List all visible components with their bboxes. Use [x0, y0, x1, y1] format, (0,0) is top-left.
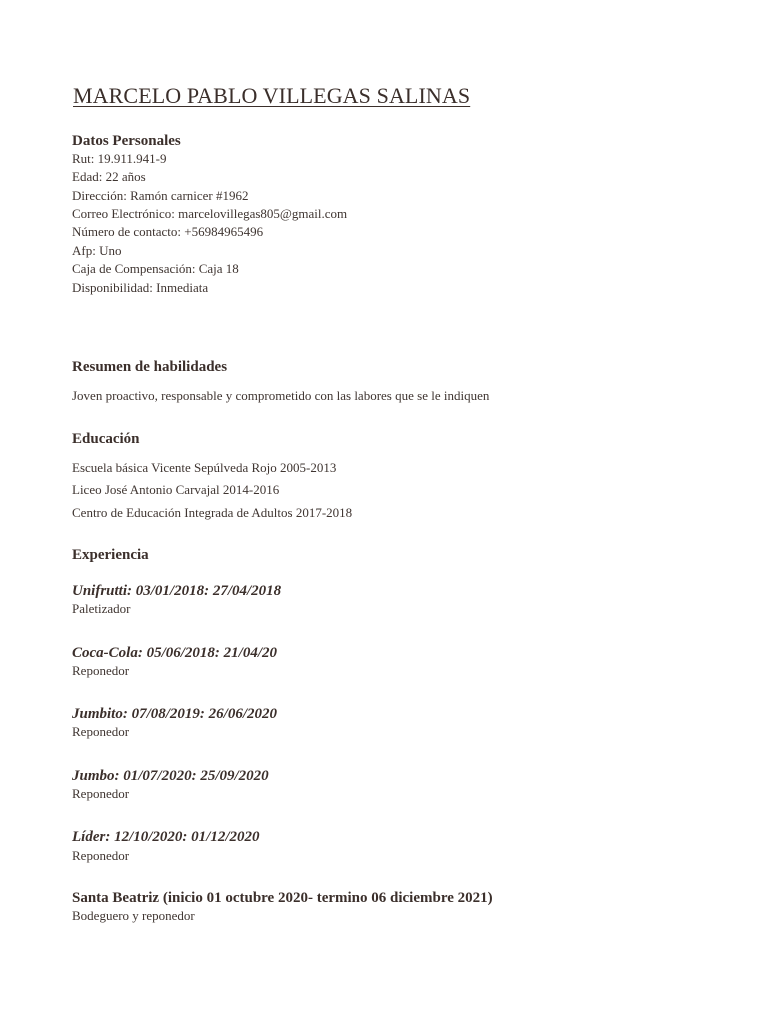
personal-data-heading: Datos Personales: [72, 133, 181, 149]
job-role: Reponedor: [72, 786, 130, 801]
skills-summary: Joven proactivo, responsable y comprometido con las labores que se le indiquen: [72, 388, 490, 403]
job-role: Paletizador: [72, 601, 131, 616]
job-role: Reponedor: [72, 848, 130, 863]
job-role: Reponedor: [72, 724, 130, 739]
education-item: Liceo José Antonio Carvajal 2014-2016: [72, 482, 280, 497]
job-title: Coca-Cola: 05/06/2018: 21/04/20: [72, 645, 277, 661]
job-title: Jumbo: 01/07/2020: 25/09/2020: [72, 768, 269, 784]
job-role: Reponedor: [72, 663, 130, 678]
education-item: Centro de Educación Integrada de Adultos 2017-2018: [72, 505, 353, 520]
personal-rut: Rut: 19.911.941-9: [72, 151, 167, 166]
personal-phone: Número de contacto: +56984965496: [72, 224, 264, 239]
candidate-name: MARCELO PABLO VILLEGAS SALINAS: [73, 83, 471, 108]
personal-age: Edad: 22 años: [72, 169, 146, 184]
education-item: Escuela básica Vicente Sepúlveda Rojo 2005-2013: [72, 460, 337, 475]
skills-heading: Resumen de habilidades: [72, 359, 228, 375]
job-title: Líder: 12/10/2020: 01/12/2020: [72, 829, 260, 845]
job-title: Unifrutti: 03/01/2018: 27/04/2018: [72, 583, 282, 599]
personal-compensation-fund: Caja de Compensación: Caja 18: [72, 261, 239, 276]
education-heading: Educación: [72, 431, 140, 447]
job-title: Jumbito: 07/08/2019: 26/06/2020: [72, 706, 278, 722]
personal-availability: Disponibilidad: Inmediata: [72, 280, 209, 295]
personal-email: Correo Electrónico: marcelovillegas805@gmail.com: [72, 206, 348, 221]
personal-address: Dirección: Ramón carnicer #1962: [72, 188, 249, 203]
job-title: Santa Beatriz (inicio 01 octubre 2020- termino 06 diciembre 2021): [72, 890, 493, 906]
experience-heading: Experiencia: [72, 547, 149, 563]
job-role: Bodeguero y reponedor: [72, 908, 195, 923]
personal-afp: Afp: Uno: [72, 243, 122, 258]
